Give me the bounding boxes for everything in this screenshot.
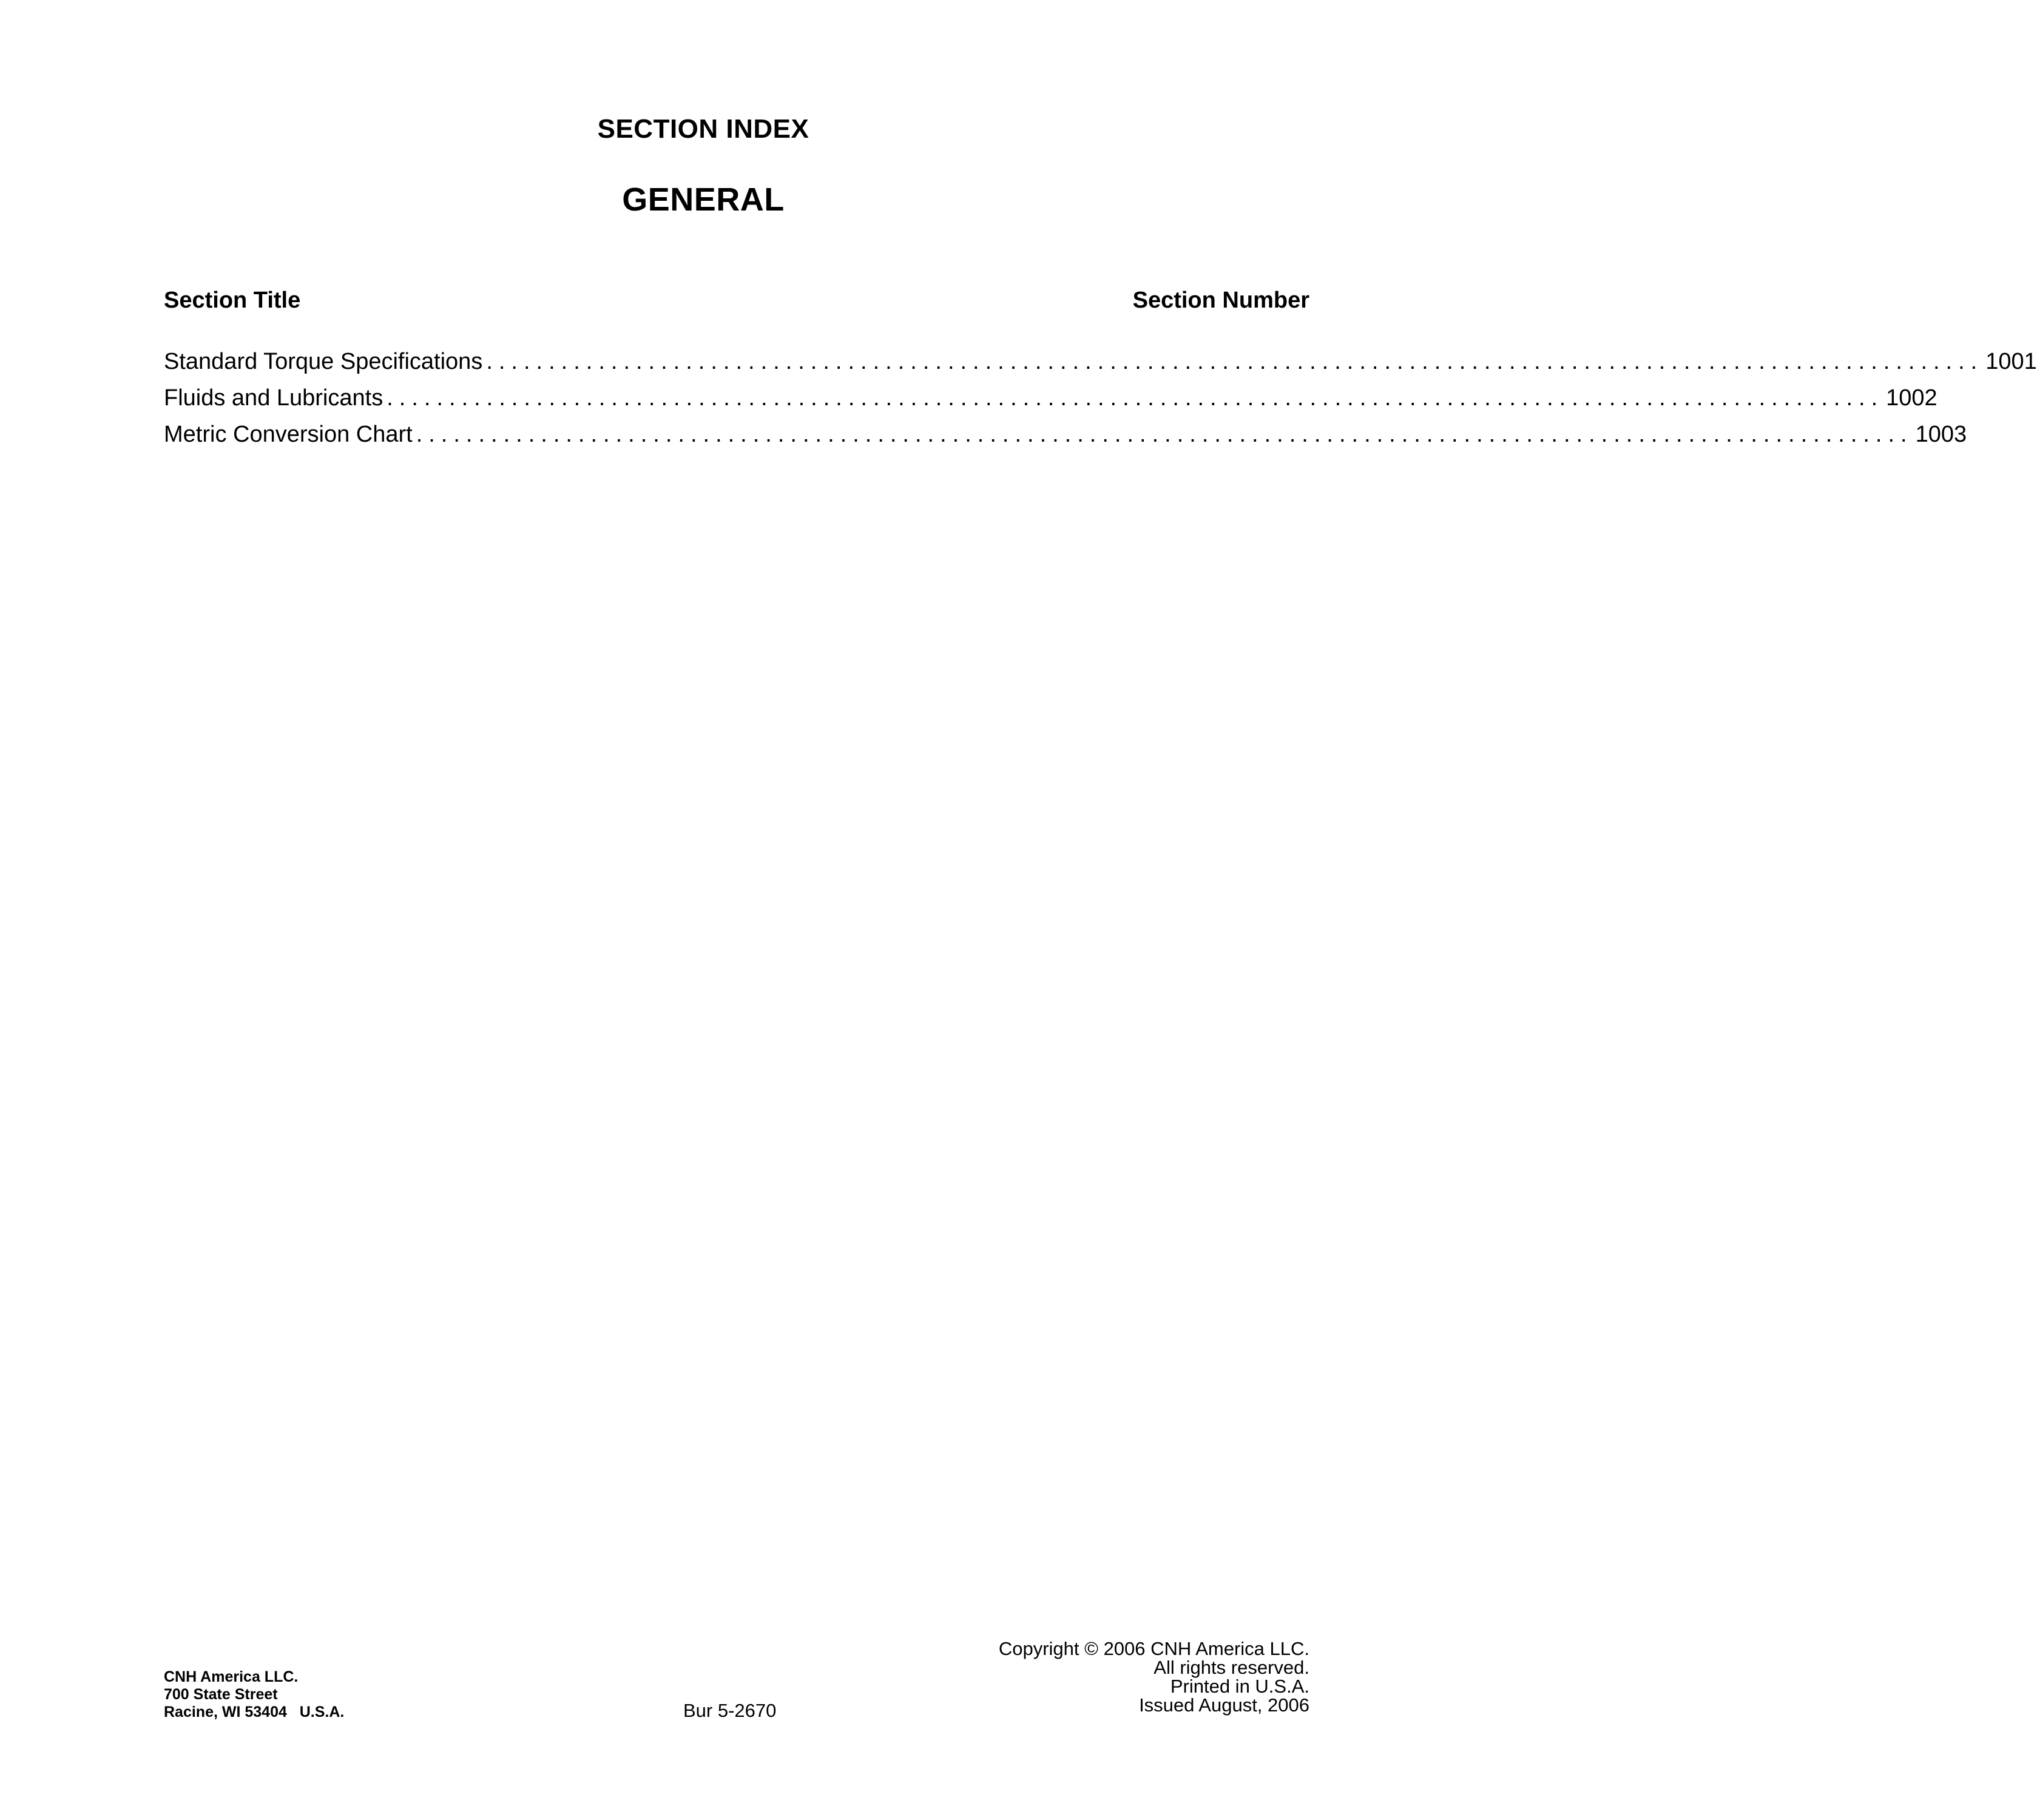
section-number-header: Section Number	[1132, 288, 1309, 313]
page-subtitle: GENERAL	[622, 181, 785, 218]
dot-leader: ........................................................................................................................	[416, 422, 1913, 447]
copyright-line: All rights reserved.	[1154, 1657, 1309, 1678]
document-number: Bur 5-2670	[683, 1700, 777, 1721]
dot-leader: ........................................................................................................................	[486, 349, 1984, 374]
page-title: SECTION INDEX	[597, 114, 809, 144]
dot-leader: ........................................................................................................................	[387, 385, 1884, 411]
copyright-line: Copyright © 2006 CNH America LLC.	[998, 1638, 1309, 1659]
address-line: 700 State Street	[164, 1686, 278, 1703]
section-title: Fluids and Lubricants	[164, 385, 383, 411]
section-number: 1002	[1886, 385, 1937, 411]
section-number: 1003	[1915, 422, 1967, 447]
address-line: CNH America LLC.	[164, 1668, 299, 1685]
list-item	[164, 380, 1937, 416]
list-item	[164, 343, 2037, 380]
section-index-list	[164, 343, 2037, 453]
section-number: 1001	[1985, 349, 2037, 374]
section-title: Standard Torque Specifications	[164, 349, 483, 374]
copyright-block	[999, 1639, 1309, 1714]
address-line: Racine, WI 53404 U.S.A.	[164, 1704, 345, 1721]
section-title: Metric Conversion Chart	[164, 422, 413, 447]
company-address	[164, 1668, 344, 1721]
copyright-line: Issued August, 2006	[1139, 1694, 1309, 1716]
section-title-header: Section Title	[164, 288, 301, 313]
list-item	[164, 416, 1967, 453]
column-headers	[164, 288, 1309, 314]
copyright-line: Printed in U.S.A.	[1170, 1676, 1309, 1697]
